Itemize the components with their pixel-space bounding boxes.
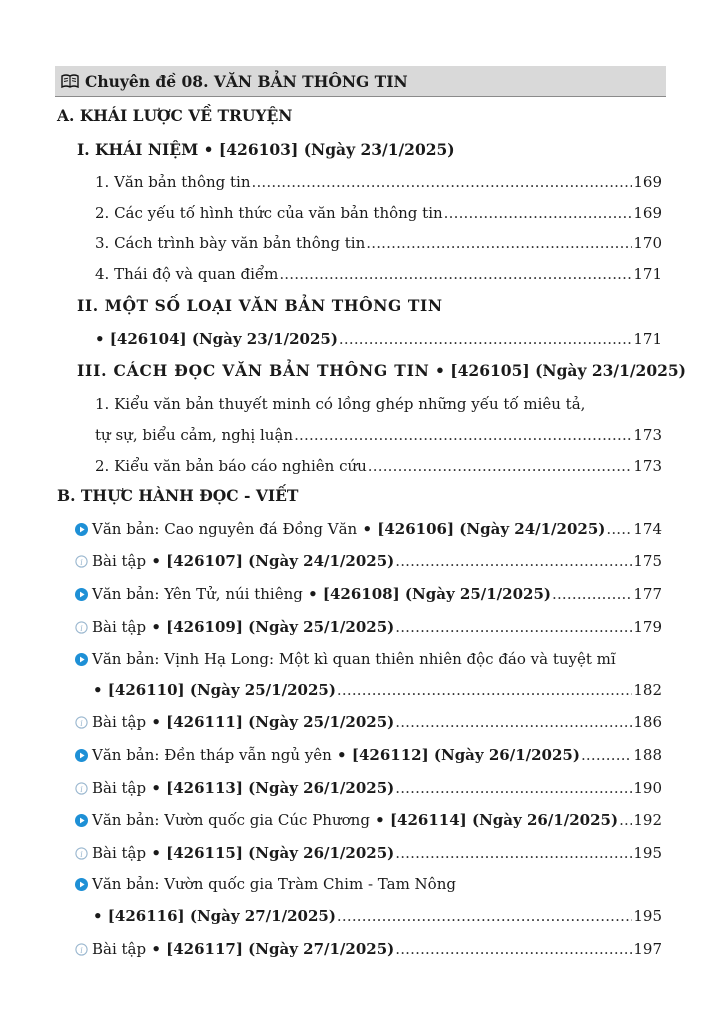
toc-entry-text: 3. Cách trình bày văn bản thông tin [95,234,366,252]
leader-dots [395,712,632,732]
practice-entry[interactable] [93,906,662,926]
toc-entry-text: 2. Kiểu văn bản báo cáo nghiên cứu [95,457,367,475]
info-circle-icon [75,782,88,795]
leader-dots [339,329,632,349]
entry-kind: Bài tập [92,552,147,570]
entry-kind: Văn bản: [92,811,165,829]
entry-code: • [426115] (Ngày 26/1/2025) [146,844,395,862]
play-circle-icon [75,588,88,601]
toc-page-number: 190 [633,779,662,797]
leader-dots [395,551,632,571]
leader-dots [337,680,632,700]
section-ii-heading: II. MỘT SỐ LOẠI VĂN BẢN THÔNG TIN [77,296,443,315]
play-circle-icon [75,814,88,827]
entry-title: Cao nguyên đá Đồng Văn [164,520,358,538]
entry-kind: Bài tập [92,940,147,958]
toc-page-number: 197 [633,940,662,958]
info-circle-icon [75,555,88,568]
entry-code: • [426114] (Ngày 26/1/2025) [369,811,619,829]
practice-entry-line[interactable] [75,874,456,894]
entry-code: • [426117] (Ngày 27/1/2025) [146,940,395,958]
section-a-heading: A. KHÁI LƯỢC VỀ TRUYỆN [57,106,293,125]
section-i-heading: I. KHÁI NIỆM • [426103] (Ngày 23/1/2025) [77,140,455,159]
entry-kind: Văn bản: [92,650,165,668]
svg-text:i: i [80,624,83,633]
entry-kind: Bài tập [92,713,147,731]
leader-dots [368,456,633,476]
leader-dots [619,810,632,830]
practice-entry[interactable] [75,617,662,637]
entry-code: • [426106] (Ngày 24/1/2025) [357,520,606,538]
toc-page-number: 186 [633,713,662,731]
info-circle-icon [75,621,88,634]
svg-text:i: i [80,558,83,567]
toc-page-number: 174 [633,520,662,538]
svg-text:i: i [80,946,83,955]
toc-page-number: 188 [633,746,662,764]
leader-dots [552,584,632,604]
toc-entry[interactable] [95,456,662,476]
leader-dots [252,172,633,192]
toc-entry[interactable] [95,425,662,445]
toc-page-number: 195 [633,844,662,862]
info-circle-icon [75,847,88,860]
toc-entry[interactable] [95,203,662,223]
entry-kind: Văn bản: [92,585,165,603]
toc-page-number: 173 [633,426,662,444]
toc-page-number: 169 [633,204,662,222]
leader-dots [395,617,632,637]
entry-code: • [426113] (Ngày 26/1/2025) [146,779,395,797]
toc-page-number: 182 [633,681,662,699]
leader-dots [581,745,632,765]
toc-page-number: 177 [633,585,662,603]
toc-page-number: 171 [633,265,662,283]
leader-dots [444,203,633,223]
entry-title: Vườn quốc gia Cúc Phương [164,811,370,829]
practice-entry[interactable] [93,680,662,700]
play-circle-icon [75,878,88,891]
play-circle-icon [75,653,88,666]
toc-page-number: 171 [633,330,662,348]
entry-kind: Văn bản: [92,520,165,538]
toc-entry-text: 4. Thái độ và quan điểm [95,265,279,283]
section-iii-heading [77,361,686,381]
practice-entry-line[interactable] [75,649,616,669]
leader-dots [279,264,632,284]
toc-entry-line: 1. Kiểu văn bản thuyết minh có lồng ghép những yếu tố miêu tả, [95,395,586,413]
toc-entry-text: 2. Các yếu tố hình thức của văn bản thông tin [95,204,443,222]
toc-page-number: 169 [633,173,662,191]
leader-dots [294,425,632,445]
leader-dots [366,233,632,253]
toc-page-number: 192 [633,811,662,829]
entry-code: • [426112] (Ngày 26/1/2025) [331,746,580,764]
entry-title: Yên Tử, núi thiêng [164,585,303,603]
play-circle-icon [75,749,88,762]
section-b-heading: B. THỰC HÀNH ĐỌC - VIẾT [57,486,299,505]
entry-code: • [426108] (Ngày 25/1/2025) [302,585,551,603]
practice-entry[interactable] [75,810,662,830]
entry-code: • [426111] (Ngày 25/1/2025) [146,713,395,731]
leader-dots [395,843,632,863]
chapter-title: Chuyên đề 08. VĂN BẢN THÔNG TIN [85,71,408,91]
toc-page-number: 170 [633,234,662,252]
entry-title: Vườn quốc gia Tràm Chim - Tam Nông [164,875,456,893]
svg-text:i: i [80,850,83,859]
section-iii-title: III. CÁCH ĐỌC VĂN BẢN THÔNG TIN [77,361,430,380]
toc-entry[interactable] [95,172,662,192]
toc-page-number: 179 [633,618,662,636]
practice-entry[interactable] [75,551,662,571]
toc-entry-text: • [426104] (Ngày 23/1/2025) [95,330,338,348]
section-iii-code: • [426105] (Ngày 23/1/2025) [429,361,687,380]
entry-code: • [426110] (Ngày 25/1/2025) [93,681,336,699]
toc-page-number: 195 [633,907,662,925]
entry-kind: Bài tập [92,844,147,862]
entry-kind: Văn bản: [92,875,165,893]
chapter-header [55,66,666,97]
toc-entry-text: 1. Văn bản thông tin [95,173,251,191]
entry-kind: Bài tập [92,618,147,636]
entry-code: • [426109] (Ngày 25/1/2025) [146,618,395,636]
entry-kind: Bài tập [92,779,147,797]
entry-code: • [426116] (Ngày 27/1/2025) [93,907,336,925]
entry-title: Đền tháp vẫn ngủ yên [164,746,332,764]
toc-entry[interactable] [95,264,662,284]
svg-text:i: i [80,719,83,728]
practice-entry[interactable] [75,843,662,863]
practice-entry[interactable] [75,519,662,539]
info-circle-icon [75,716,88,729]
practice-entry[interactable] [75,939,662,959]
play-circle-icon [75,523,88,536]
toc-entry[interactable] [95,329,662,349]
leader-dots [337,906,632,926]
leader-dots [395,778,632,798]
svg-text:i: i [80,785,83,794]
entry-kind: Văn bản: [92,746,165,764]
leader-dots [606,519,632,539]
entry-title: Vịnh Hạ Long: Một kì quan thiên nhiên độc đáo và tuyệt mĩ [164,650,616,668]
book-icon [61,74,79,88]
entry-code: • [426107] (Ngày 24/1/2025) [146,552,395,570]
practice-entry[interactable] [75,778,662,798]
toc-entry[interactable] [95,233,662,253]
toc-page-number: 175 [633,552,662,570]
practice-entry[interactable] [75,584,662,604]
info-circle-icon [75,943,88,956]
practice-entry[interactable] [75,712,662,732]
leader-dots [395,939,632,959]
toc-entry-text: tự sự, biểu cảm, nghị luận [95,426,294,444]
practice-entry[interactable] [75,745,662,765]
toc-page-number: 173 [633,457,662,475]
